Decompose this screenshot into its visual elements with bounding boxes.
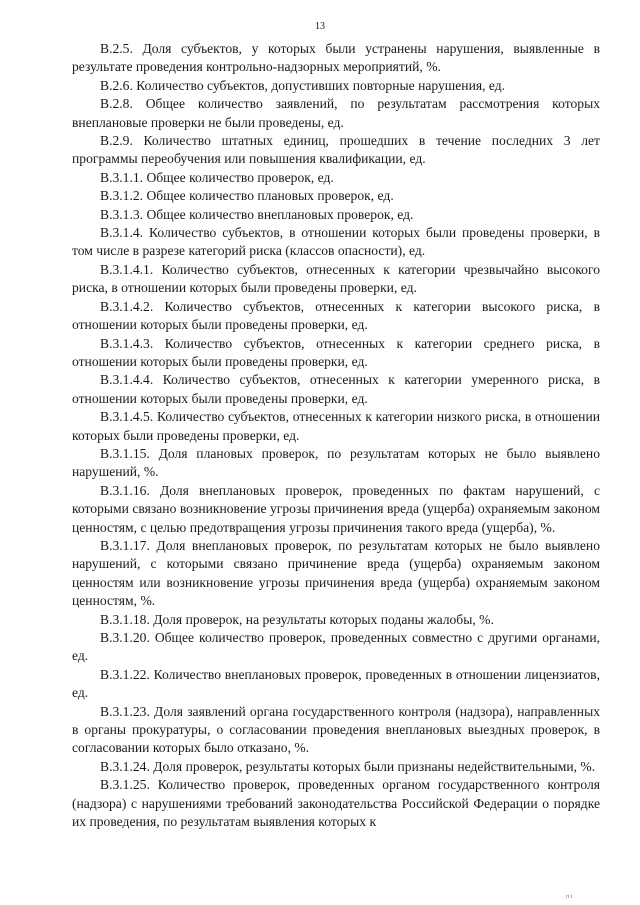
paragraph-b-3-1-4-2: В.3.1.4.2. Количество субъектов, отнесенных к категории высокого риска, в отношении которых были проведены проверки, ед. [72,298,600,333]
paragraph-b-3-1-4-5: В.3.1.4.5. Количество субъектов, отнесенных к категории низкого риска, в отношении которых были проведены проверки, ед. [72,409,600,443]
paragraph-b-3-1-22: В.3.1.22. Количество внеплановых проверок, проведенных в отношении лицензиатов, ед. [72,666,600,701]
paragraph-b-3-1-20: В.3.1.20. Общее количество проверок, проведенных совместно с другими органами, ед. [72,630,600,664]
paragraph-b-2-9: В.2.9. Количество штатных единиц, прошедших в течение последних 3 лет программы переобучения или повышения квалификации, ед. [72,133,600,167]
document-body [72,40,600,831]
page-number: 13 [315,21,325,32]
paragraph-b-3-1-1: В.3.1.1. Общее количество проверок, ед. [100,169,334,185]
paragraph-b-3-1-2: В.3.1.2. Общее количество плановых проверок, ед. [100,188,394,204]
footer-mark: п і [566,894,573,900]
paragraph-b-2-8: В.2.8. Общее количество заявлений, по результатам рассмотрения которых внеплановые проверки не были проведены, ед. [72,96,600,130]
paragraph-b-2-5: В.2.5. Доля субъектов, у которых были устранены нарушения, выявленные в результате проведения контрольно-надзорных мероприятий, %. [72,41,600,75]
paragraph-b-3-1-4: В.3.1.4. Количество субъектов, в отношении которых были проведены проверки, в том числе в разрезе категорий риска (классов опасности), ед. [72,225,600,259]
paragraph-b-3-1-4-3: В.3.1.4.3. Количество субъектов, отнесенных к категории среднего риска, в отношении которых были проведены проверки, ед. [72,335,600,369]
paragraph-b-3-1-16: В.3.1.16. Доля внеплановых проверок, проведенных по фактам нарушений, с которыми связано возникновение угрозы причинения вреда (ущерба) охраняемым законом ценностям, с целью предотвращения угрозы причинения такого вреда (ущерба), %. [72,482,600,535]
paragraph-b-3-1-4-4: В.3.1.4.4. Количество субъектов, отнесенных к категории умеренного риска, в отношении которых были проведены проверки, ед. [72,372,600,406]
paragraph-b-3-1-25: В.3.1.25. Количество проверок, проведенных органом государственного контроля (надзора) с нарушениями требований законодательства Российской Федерации о порядке их проведения, по результатам выявления которых к [72,777,600,830]
paragraph-b-3-1-15: В.3.1.15. Доля плановых проверок, по результатам которых не было выявлено нарушений, %. [72,445,600,480]
paragraph-b-3-1-4-1: В.3.1.4.1. Количество субъектов, отнесенных к категории чрезвычайно высокого риска, в отношении которых были проведены проверки, ед. [72,261,600,296]
paragraph-b-3-1-23: В.3.1.23. Доля заявлений органа государственного контроля (надзора), направленных в органы прокуратуры, о согласовании проведения внеплановых выездных проверок, в согласовании которых было отказано, %. [72,703,600,756]
paragraph-b-3-1-17: В.3.1.17. Доля внеплановых проверок, по результатам которых не было выявлено нарушений, с которыми связано причинение вреда (ущерба) охраняемым законом ценностям или возникновение угрозы причинения вреда (ущерба) охраняемым законом ценностям, %. [72,537,600,609]
paragraph-b-3-1-3: В.3.1.3. Общее количество внеплановых проверок, ед. [100,206,414,222]
paragraph-b-3-1-18: В.3.1.18. Доля проверок, на результаты которых поданы жалобы, %. [100,611,494,627]
paragraph-b-2-6: В.2.6. Количество субъектов, допустивших повторные нарушения, ед. [100,77,506,93]
paragraph-b-3-1-24: В.3.1.24. Доля проверок, результаты которых были признаны недействительными, %. [100,758,596,774]
